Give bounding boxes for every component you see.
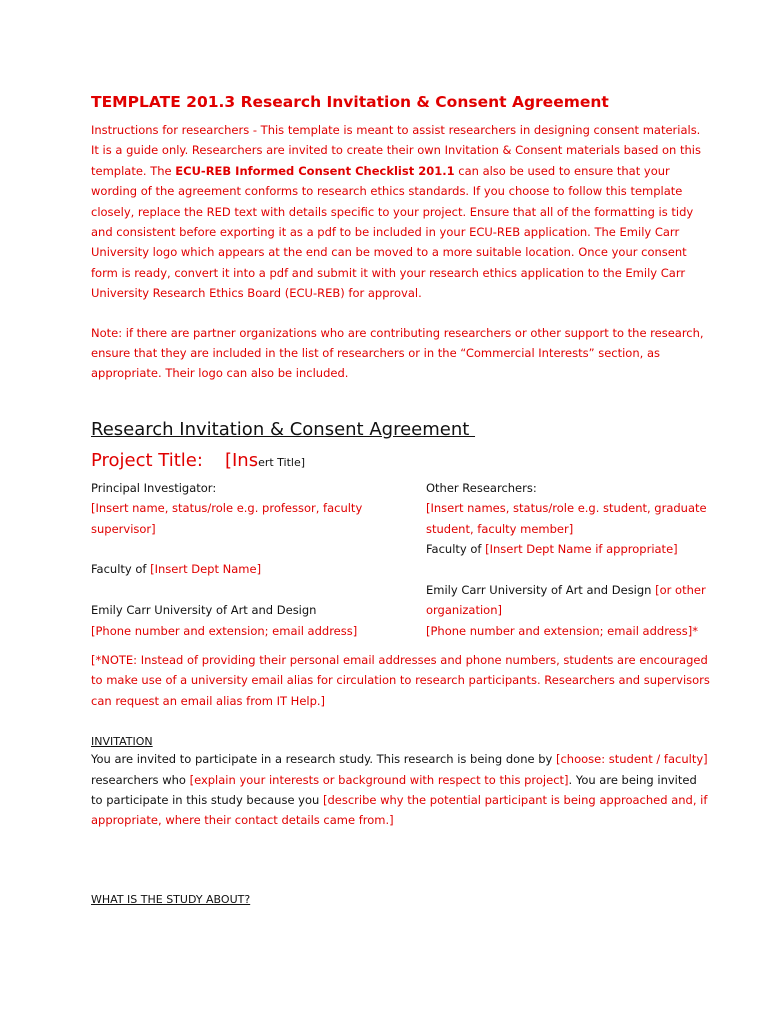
- project-title-label: Project Title:: [91, 449, 203, 471]
- instructions-text-1: Instructions for researchers - This template is meant to assist researchers in designing consent materials. It is a guide only. Researchers are invited to create their own Invitation & Consent materials based on this template. The: [91, 123, 701, 178]
- project-title-placeholder: ert Title]: [258, 455, 306, 469]
- pi-university: Emily Carr University of Art and Design: [91, 603, 317, 618]
- invitation-interests: [explain your interests or background with respect to this project]: [189, 772, 569, 787]
- pi-contact: [Phone number and extension; email address]: [91, 623, 358, 638]
- invitation-text-3: . You are being invited to participate in this study because you: [91, 772, 697, 807]
- pi-label: Principal Investigator:: [91, 480, 217, 495]
- invitation-reason: [describe why the potential participant is being approached and, if appropriate, where their contact details came from.]: [91, 792, 708, 828]
- other-university: [426, 580, 716, 621]
- pi-faculty-value: [Insert Dept Name]: [150, 562, 262, 577]
- pi-faculty: [91, 559, 411, 579]
- researchers-columns: [91, 478, 711, 643]
- invitation-text-1: You are invited to participate in a research study. This research is being done by: [91, 752, 556, 767]
- invitation-text-2: researchers who: [91, 772, 190, 787]
- document-page: [91, 92, 711, 831]
- other-faculty-prefix: Faculty of: [426, 542, 486, 557]
- invitation-researcher-type: [choose: student / faculty]: [556, 752, 708, 767]
- other-organization: [or other organization]: [426, 582, 706, 618]
- section-heading: Research Invitation & Consent Agreement: [91, 418, 476, 440]
- email-alias-note: [*NOTE: Instead of providing their personal email addresses and phone numbers, students are encouraged to make use of a university email alias for circulation to research participants. Researchers and supervisors can request an email alias from IT Help.]: [91, 652, 710, 708]
- other-faculty: [426, 539, 716, 559]
- other-contact: [Phone number and extension; email address]*: [426, 623, 698, 638]
- pi-faculty-prefix: Faculty of: [91, 562, 151, 577]
- invitation-paragraph: [91, 749, 711, 831]
- principal-investigator-column: [91, 478, 411, 641]
- instructions-paragraph: [91, 120, 711, 304]
- invitation-heading: INVITATION: [91, 735, 153, 749]
- what-is-the-study-heading: WHAT IS THE STUDY ABOUT?: [91, 893, 251, 906]
- pi-value: [Insert name, status/role e.g. professor, faculty supervisor]: [91, 501, 363, 536]
- project-title-line: [91, 446, 711, 478]
- document-title: TEMPLATE 201.3 Research Invitation & Consent Agreement: [91, 93, 609, 111]
- instructions-text-2: can also be used to ensure that your wording of the agreement conforms to research ethics standards. If you choose to follow this template closely, replace the RED text with details specific to your project. Ensure that all of the formatting is tidy and consistent before exporting it as a pdf to be included in your ECU-REB application. The Emily Carr University logo which appears at the end can be moved to a more suitable location. Once your consent form is ready, convert it into a pdf and submit it with your research ethics application to the Emily Carr University Research Ethics Board (ECU-REB) for approval.: [91, 163, 694, 301]
- checklist-reference: ECU-REB Informed Consent Checklist 201.1: [175, 163, 455, 178]
- other-university-name: Emily Carr University of Art and Design: [426, 582, 656, 597]
- other-researchers-value: [Insert names, status/role e.g. student, graduate student, faculty member]: [426, 501, 707, 536]
- other-researchers-column: [426, 478, 716, 641]
- partner-note: Note: if there are partner organizations who are contributing researchers or other support to the research, ensure that they are included in the list of researchers or in the “Commercial Interests” section, as appropriate. Their logo can also be included.: [91, 325, 704, 381]
- other-faculty-value: [Insert Dept Name if appropriate]: [485, 542, 678, 557]
- other-researchers-label: Other Researchers:: [426, 480, 537, 495]
- project-title-bracket: [Ins: [224, 449, 259, 471]
